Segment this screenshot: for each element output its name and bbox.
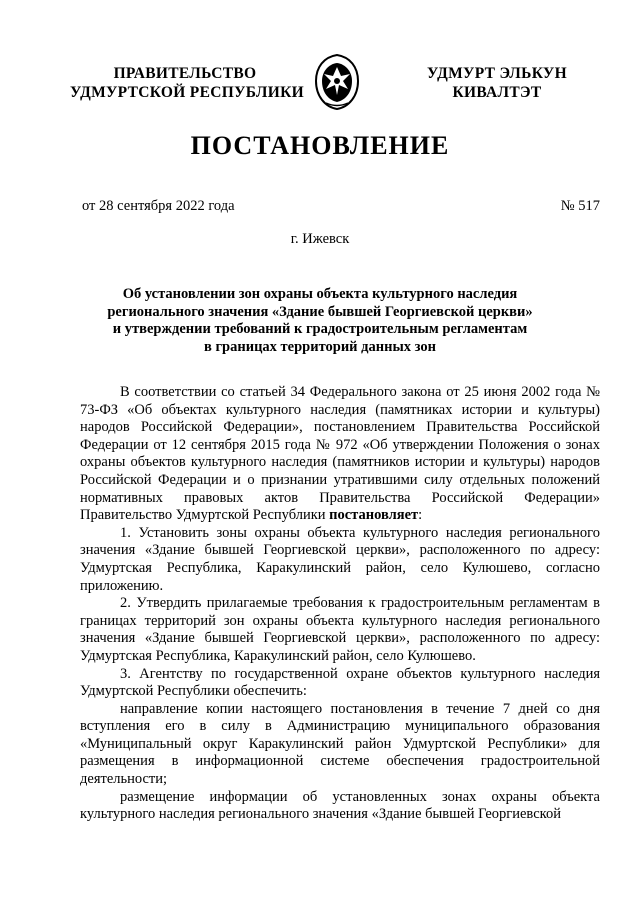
document-body [80, 384, 600, 824]
government-name-udmurt [402, 64, 592, 102]
subject-line: Об установлении зон охраны объекта культурного наследия [122, 286, 518, 302]
preamble-paragraph [80, 384, 600, 525]
government-name-udmurt-line-2: КИВАЛТЭТ [452, 84, 542, 101]
document-type-title: ПОСТАНОВЛЕНИЕ [190, 131, 450, 160]
government-name-russian [70, 64, 305, 102]
item-3-paragraph: 3. Агентству по государственной охране объектов культурного наследия Удмуртской Республики обеспечить: [80, 665, 600, 700]
item-1-paragraph: 1. Установить зоны охраны объекта культурного наследия регионального значения «Здание бывшей Георгиевской церкви», расположенного по адресу: Удмуртская Республика, Каракулинский район, село Кулюшево, согласно приложению. [80, 524, 600, 594]
item-3b-paragraph: размещение информации об установленных зонах охраны объекта культурного наследия регионального значения «Здание бывшей Георгиевской [80, 788, 600, 823]
item-2-paragraph: 2. Утвердить прилагаемые требования к градостроительным регламентам в границах территорий зон охраны объекта культурного наследия регионального значения «Здание бывшей Георгиевской церкви», расположенного по адресу: Удмуртская Республика, Каракулинский район, село Кулюшево. [80, 595, 600, 664]
decree-colon: : [418, 507, 423, 524]
item-3a-paragraph: направление копии настоящего постановления в течение 7 дней со дня вступления его в силу в Администрацию муниципального образования «Муниципальный округ Каракулинский район Удмуртской Республики» для размещения в информационной системе обеспечения градостроительной деятельности; [80, 700, 600, 788]
document-city: г. Ижевск [290, 231, 350, 247]
udmurt-coat-of-arms-icon [312, 54, 362, 110]
document-date: от 28 сентября 2022 года [82, 198, 235, 214]
subject-line: регионального значения «Здание бывшей Георгиевской церкви» [107, 303, 533, 320]
document-subject [80, 286, 560, 356]
subject-line: в границах территорий данных зон [204, 338, 436, 355]
government-name-line-1: ПРАВИТЕЛЬСТВО [113, 65, 257, 82]
government-name-line-2: УДМУРТСКОЙ РЕСПУБЛИКИ [70, 84, 305, 101]
subject-line: и утверждении требований к градостроительным регламентам [112, 321, 528, 337]
preamble-text: В соответствии со статьей 34 Федерального закона от 25 июня 2002 года № 73-ФЗ «Об объектах культурного наследия (памятниках истории и культуры) народов Российской Федерации», постановлением Правительства Российской Федерации от 12 сентября 2015 года № 972 «Об утверждении Положения о зонах охраны объектов культурного наследия (памятников истории и культуры) народов Российской Федерации и о признании утратившими силу отдельных положений нормативных правовых актов Правительства Российской Федерации» Правительство Удмуртской Республики [80, 384, 600, 524]
document-number: № 517 [560, 198, 600, 214]
government-name-udmurt-line-1: УДМУРТ ЭЛЬКУН [427, 65, 567, 82]
decree-word: постановляет [329, 507, 419, 524]
